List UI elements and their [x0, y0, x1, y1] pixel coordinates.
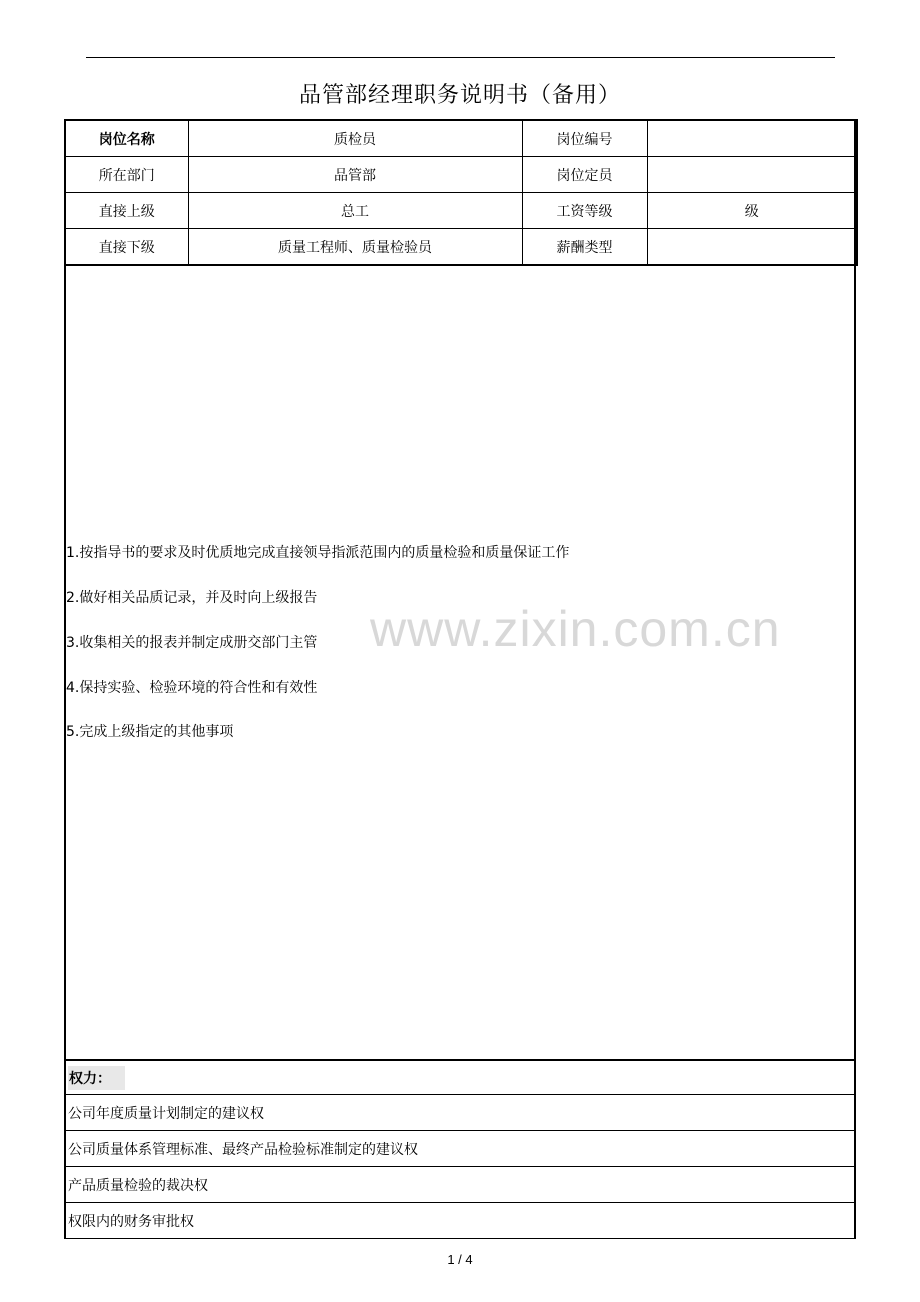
- label-salary-grade: 工资等级: [522, 193, 647, 229]
- rights-row: [64, 1203, 856, 1239]
- table-row: [65, 157, 857, 193]
- label-compensation-type: 薪酬类型: [522, 229, 647, 266]
- value-position-id: [647, 120, 857, 157]
- label-position-name: 岗位名称: [65, 120, 188, 157]
- rights-row: [64, 1167, 856, 1203]
- label-position-id: 岗位编号: [522, 120, 647, 157]
- duty-item: 1.按指导书的要求及时优质地完成直接领导指派范围内的质量检验和质量保证工作: [66, 545, 570, 561]
- value-compensation-type: [647, 229, 857, 266]
- value-headcount: [647, 157, 857, 193]
- rights-item: 公司质量体系管理标准、最终产品检验标准制定的建议权: [68, 1141, 418, 1158]
- rights-row: [64, 1095, 856, 1131]
- rights-item: 权限内的财务审批权: [68, 1213, 194, 1230]
- watermark: www.zixin.com.cn: [370, 601, 781, 657]
- duties-section: [66, 265, 854, 1059]
- duty-item: 5.完成上级指定的其他事项: [66, 724, 234, 740]
- value-direct-subordinates: 质量工程师、质量检验员: [188, 229, 522, 266]
- table-row: [65, 193, 857, 229]
- duty-item: 4.保持实验、检验环境的符合性和有效性: [66, 680, 318, 696]
- rights-row: [64, 1131, 856, 1167]
- table-row: [65, 229, 857, 266]
- rights-header-row: [64, 1059, 856, 1095]
- duty-item: 3.收集相关的报表并制定成册交部门主管: [66, 635, 318, 651]
- position-info-table: [64, 119, 858, 266]
- rights-label: 权力：: [68, 1066, 125, 1090]
- rights-item: 公司年度质量计划制定的建议权: [68, 1105, 264, 1122]
- page-number: 1 / 4: [447, 1252, 473, 1267]
- value-position-name: 质检员: [188, 120, 522, 157]
- label-headcount: 岗位定员: [522, 157, 647, 193]
- value-salary-grade: 级: [647, 193, 857, 229]
- rights-section: [64, 1059, 856, 1239]
- rights-item: 产品质量检验的裁决权: [68, 1177, 208, 1194]
- label-direct-subordinates: 直接下级: [65, 229, 188, 266]
- duty-item: 2.做好相关品质记录，并及时向上级报告: [66, 590, 318, 606]
- label-direct-superior: 直接上级: [65, 193, 188, 229]
- table-row: [65, 120, 857, 157]
- value-direct-superior: 总工: [188, 193, 522, 229]
- label-department: 所在部门: [65, 157, 188, 193]
- header-rule: [86, 57, 835, 58]
- document-title: 品管部经理职务说明书（备用）: [298, 83, 621, 108]
- value-department: 品管部: [188, 157, 522, 193]
